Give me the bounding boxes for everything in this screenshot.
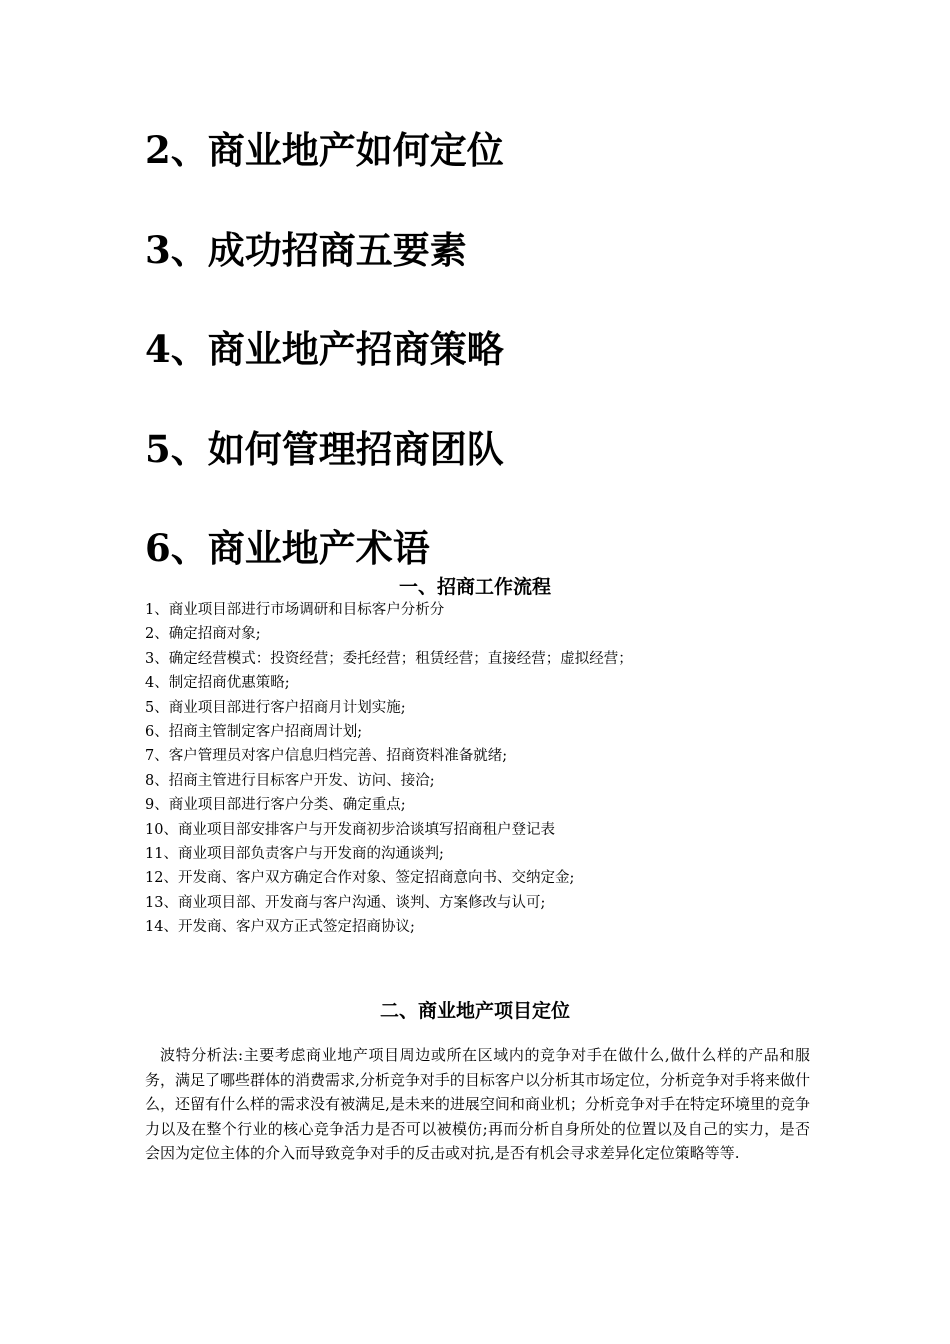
workflow-step: 10、商业项目部安排客户与开发商初步洽谈填写招商租户登记表 <box>145 821 555 838</box>
workflow-step: 4、制定招商优惠策略; <box>145 675 290 692</box>
workflow-step: 5、商业项目部进行客户招商月计划实施; <box>145 699 406 716</box>
toc-item-6: 6、商业地产术语 <box>145 526 430 570</box>
workflow-step-list <box>145 598 633 940</box>
workflow-step: 12、开发商、客户双方确定合作对象、签定招商意向书、交纳定金; <box>145 870 575 887</box>
workflow-step: 1、商业项目部进行市场调研和目标客户分析分 <box>145 602 445 618</box>
toc-item-2: 2、商业地产如何定位 <box>145 128 504 172</box>
porter-analysis-paragraph: 波特分析法:主要考虑商业地产项目周边或所在区域内的竞争对手在做什么,做什么样的产品和服务，满足了哪些群体的消费需求,分析竞争对手的目标客户以分析其市场定位，分析竞争对手将来做什么，还留有什么样的需求没有被满足,是未来的进展空间和商业机；分析竞争对手在特定环境里的竞争力以及在整个行业的核心竞争活力是否可以被模仿;再而分析自身所处的位置以及自己的实力，是否会因为定位主体的介入而导致竞争对手的反击或对抗,是否有机会寻求差异化定位策略等等. <box>145 1046 810 1162</box>
workflow-step: 2、确定招商对象; <box>145 626 261 643</box>
workflow-step: 8、招商主管进行目标客户开发、访问、接洽; <box>145 772 435 789</box>
workflow-step: 11、商业项目部负责客户与开发商的沟通谈判; <box>145 846 444 863</box>
workflow-step: 7、客户管理员对客户信息归档完善、招商资料准备就绪; <box>145 748 508 765</box>
workflow-step: 3、确定经营模式：投资经营；委托经营；租赁经营；直接经营；虚拟经营； <box>145 650 633 667</box>
workflow-step: 13、商业项目部、开发商与客户沟通、谈判、方案修改与认可; <box>145 894 546 911</box>
section-1-title: 一、招商工作流程 <box>398 576 551 598</box>
toc-item-3: 3、成功招商五要素 <box>145 228 467 272</box>
workflow-step: 9、商业项目部进行客户分类、确定重点; <box>145 797 406 814</box>
toc-item-4: 4、商业地产招商策略 <box>145 327 504 371</box>
toc-item-5: 5、如何管理招商团队 <box>145 427 504 471</box>
section-2-title: 二、商业地产项目定位 <box>379 1000 570 1022</box>
workflow-step: 14、开发商、客户双方正式签定招商协议; <box>145 919 415 936</box>
workflow-step: 6、招商主管制定客户招商周计划; <box>145 724 363 741</box>
